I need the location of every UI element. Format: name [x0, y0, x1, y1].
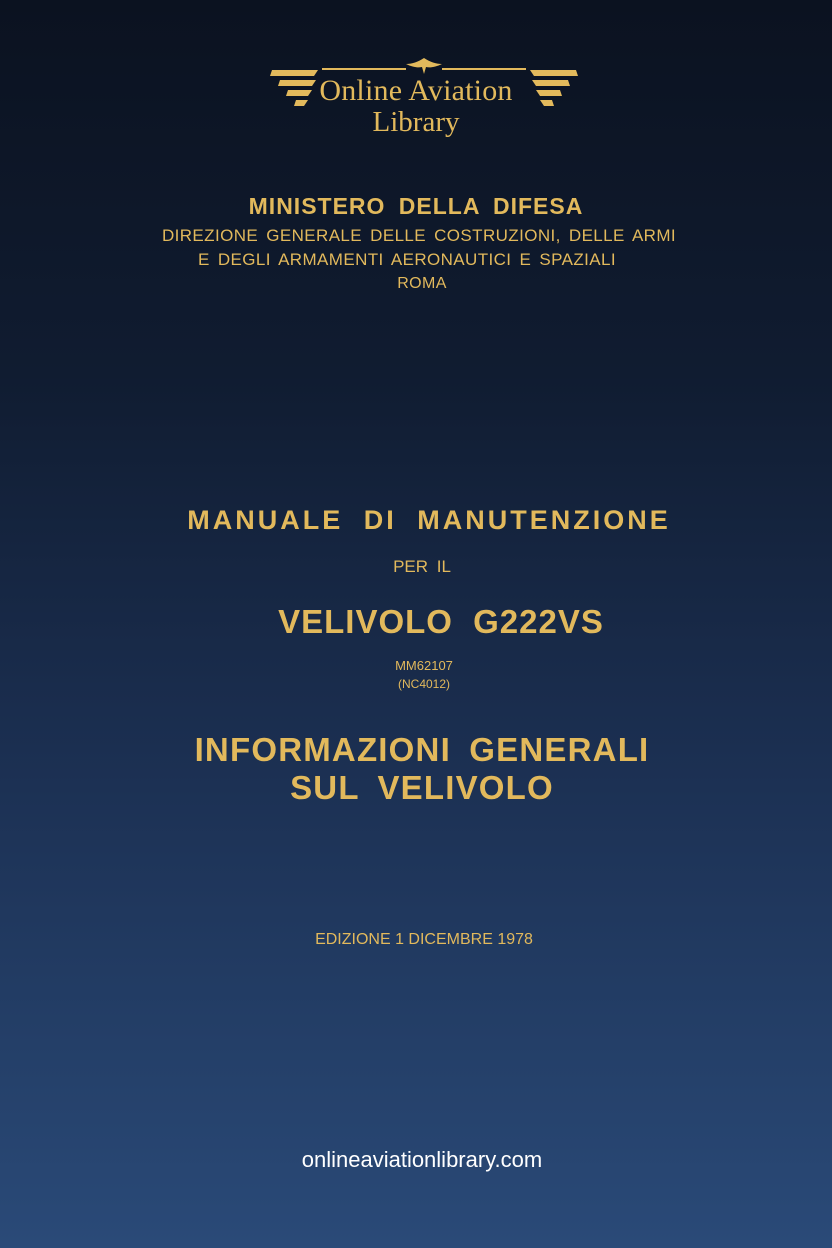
logo-title-line2: Library: [372, 106, 460, 138]
section-title: [6, 731, 832, 807]
manual-title: MANUALE DI MANUTENZIONE: [187, 505, 671, 535]
section-title-line2: SUL VELIVOLO: [290, 769, 554, 806]
edition-date: EDIZIONE 1 DICEMBRE 1978: [315, 931, 533, 948]
mm-code: MM62107: [395, 658, 453, 673]
ministry-department-line2: E DEGLI ARMAMENTI AERONAUTICI E SPAZIALI: [198, 250, 616, 269]
manual-per-il: PER IL: [393, 557, 451, 576]
ministry-title: MINISTERO DELLA DIFESA: [248, 193, 584, 219]
aircraft-name: VELIVOLO G222VS: [278, 603, 604, 640]
logo-title-line1: Online Aviation: [319, 74, 513, 107]
section-title-line1: INFORMAZIONI GENERALI: [194, 731, 650, 768]
ministry-city: ROMA: [397, 275, 447, 292]
online-aviation-library-logo: [0, 56, 832, 146]
nc-code: (NC4012): [397, 677, 451, 691]
website-url[interactable]: onlineaviationlibrary.com: [301, 1147, 543, 1172]
ministry-department-line1: DIREZIONE GENERALE DELLE COSTRUZIONI, DELLE ARMI: [161, 226, 677, 245]
